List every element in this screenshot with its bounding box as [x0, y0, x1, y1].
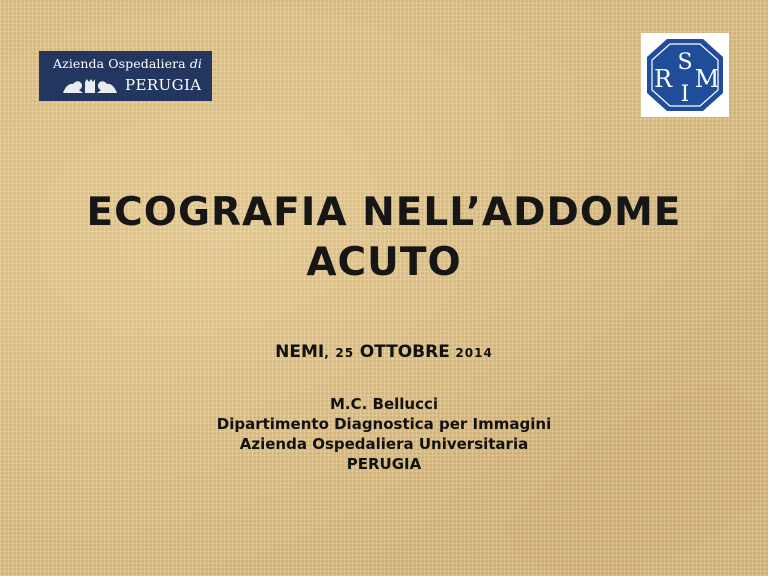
logo-line-1-text: Azienda Ospedaliera	[53, 56, 186, 71]
author-block	[0, 394, 768, 474]
author-city: PERUGIA	[346, 455, 422, 473]
event-comma: ,	[324, 346, 330, 360]
svg-text:R: R	[653, 65, 673, 93]
azienda-ospedaliera-perugia-logo	[39, 51, 212, 101]
logo-line-1-suffix: di	[189, 56, 203, 71]
event-month: OTTOBRE	[359, 342, 450, 362]
svg-text:S: S	[677, 50, 693, 75]
svg-text:M: M	[694, 65, 720, 93]
author-department: Dipartimento Diagnostica per Immagini	[216, 415, 552, 433]
event-place-date	[0, 342, 768, 362]
logo-line-2: PERUGIA	[125, 76, 202, 94]
event-year: 2014	[455, 346, 493, 360]
author-name: M.C. Bellucci	[329, 395, 439, 413]
author-institution: Azienda Ospedaliera Universitaria	[239, 435, 529, 453]
logo-line-1	[53, 56, 202, 71]
event-day: 25	[335, 346, 355, 360]
title-line-2: ACUTO	[306, 240, 462, 285]
svg-text:I: I	[680, 82, 690, 107]
rsim-emblem-icon	[641, 33, 729, 117]
title-line-1: ECOGRAFIA NELL’ADDOME	[86, 190, 682, 235]
presentation-title	[0, 188, 768, 288]
rsim-logo	[641, 33, 729, 117]
event-place: NEMI	[275, 342, 325, 362]
griffin-crest-icon	[61, 77, 119, 95]
